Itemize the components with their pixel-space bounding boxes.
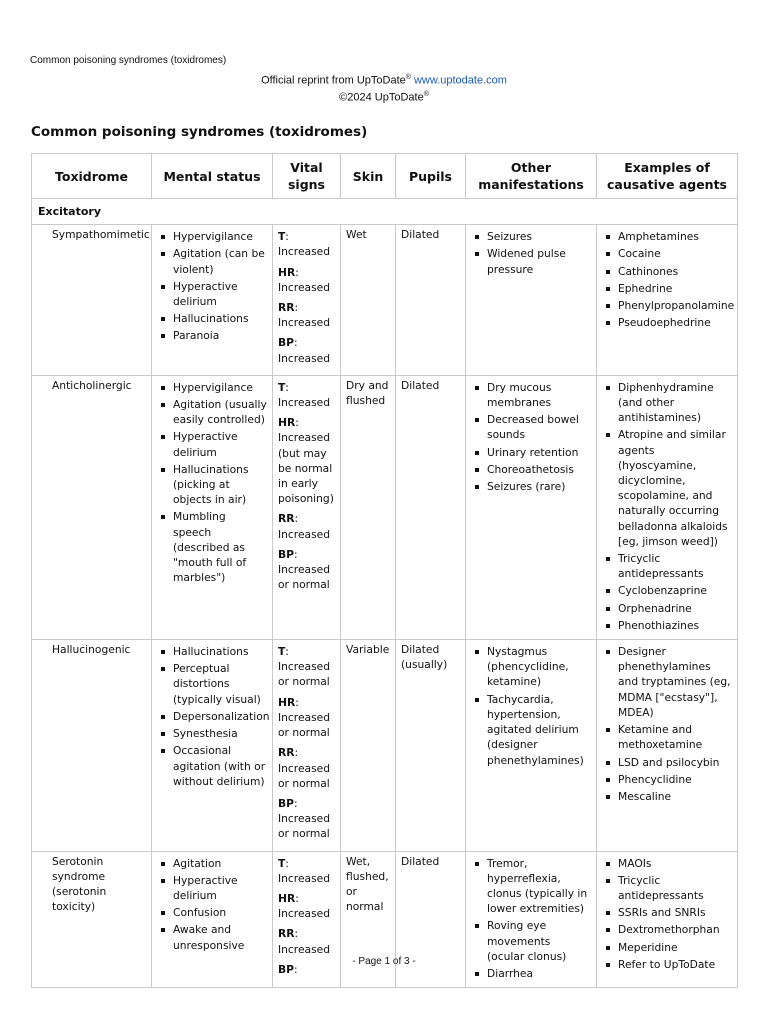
list-item: Dry mucous membranes [487, 380, 591, 410]
vital-sign-value: Increased [278, 245, 331, 259]
list-item: Phenylpropanolamine [618, 299, 735, 313]
other-manifestations-cell [466, 851, 597, 988]
mental-status-list [157, 380, 267, 586]
pupils-cell: Dilated [396, 375, 466, 639]
list-item: Tachycardia, hypertension, agitated delirium (designer phenethylamines) [487, 692, 591, 768]
list-item: Agitation (can be violent) [173, 246, 267, 276]
vital-signs-cell [273, 640, 341, 851]
causative-agents-cell [597, 851, 738, 988]
vital-sign-value: Increased (but may be normal in early poisoning) [278, 431, 334, 506]
other-manifestations-cell [466, 225, 597, 376]
list-item: Widened pulse pressure [487, 246, 591, 276]
vital-sign-value: Increased [278, 907, 331, 921]
table-row [32, 640, 738, 851]
list-item: Mescaline [618, 789, 732, 804]
vital-signs-cell [273, 225, 341, 376]
list-item: Hyperactive delirium [173, 279, 267, 309]
list-item: Cathinones [618, 264, 732, 279]
copyright-text: ©2024 UpToDate [339, 91, 424, 104]
vital-sign-value: Increased or normal [278, 761, 331, 790]
list-item: Synesthesia [173, 726, 267, 741]
causative-agents-list [602, 229, 735, 330]
toxidrome-name: Serotonin syndrome (serotonin toxicity) [32, 851, 152, 988]
column-header: Vital signs [273, 154, 341, 199]
column-header: Mental status [152, 154, 273, 199]
vital-sign: RR: Increased [278, 512, 331, 541]
list-item: Refer to UpToDate [618, 957, 732, 972]
vital-sign: RR: Increased [278, 927, 331, 956]
vital-sign-label: HR [278, 891, 296, 905]
list-item: Agitation [173, 856, 267, 871]
list-item: Seizures [487, 229, 591, 244]
vital-sign-value: Increased [278, 871, 331, 885]
skin-cell: Dry and flushed [341, 375, 396, 639]
mental-status-list [157, 644, 270, 789]
vital-sign-value: Increased [278, 280, 331, 294]
column-header: Skin [341, 154, 396, 199]
list-item: Hypervigilance [173, 380, 267, 395]
table-row [32, 851, 738, 988]
list-item: Urinary retention [487, 445, 591, 460]
list-item: Hallucinations [173, 644, 267, 659]
mental-status-list [157, 856, 267, 953]
list-item: Amphetamines [618, 229, 732, 244]
vital-sign: RR: Increased or normal [278, 746, 331, 790]
causative-agents-cell [597, 640, 738, 851]
list-item: Agitation (usually easily controlled) [173, 398, 267, 427]
vital-sign-label: T [278, 856, 286, 870]
list-item: Occasional agitation (with or without delirium) [173, 744, 266, 788]
vital-sign-value: Increased [278, 527, 331, 541]
registered-mark: ® [423, 90, 429, 98]
vital-signs-cell [273, 851, 341, 988]
vital-sign-label: T [278, 380, 286, 394]
list-item: Diphenhydramine (and other antihistamines) [618, 380, 732, 426]
list-item: Phencyclidine [618, 772, 732, 787]
vital-sign-label: HR [278, 416, 296, 430]
list-item: Atropine and similar agents (hyoscyamine, dicyclomine, scopolamine, and naturally occurring belladonna alkaloids [eg, jimson weed]) [618, 427, 732, 549]
other-manifestations-list [471, 644, 591, 768]
causative-agents-cell [597, 375, 738, 639]
causative-agents-list [602, 380, 732, 633]
vital-sign: T: Increased or normal [278, 645, 331, 689]
list-item: MAOIs [618, 856, 732, 871]
mental-status-list [157, 229, 267, 343]
vital-sign-label: BP [278, 796, 294, 810]
vital-sign: BP: [278, 962, 298, 976]
column-header: Other manifestations [466, 154, 597, 199]
list-item: Roving eye movements (ocular clonus) [487, 918, 591, 964]
list-item: Ketamine and methoxetamine [618, 722, 732, 752]
table-row [32, 225, 738, 376]
vital-sign: BP: Increased or normal [278, 796, 331, 841]
vital-sign-label: RR [278, 301, 295, 315]
uptodate-link[interactable]: www.uptodate.com [413, 74, 507, 87]
vital-sign-value: Increased or normal [278, 563, 331, 592]
column-header: Examples of causative agents [597, 154, 738, 199]
toxidrome-name: Sympathomimetic [32, 225, 152, 376]
list-item: Tricyclic antidepressants [618, 873, 732, 903]
vital-sign-label: BP [278, 962, 294, 976]
list-item: Phenothiazines [618, 618, 732, 633]
vital-sign: T: Increased [278, 856, 331, 885]
vital-sign-value: Increased or normal [278, 660, 331, 689]
vital-sign-value: Increased [278, 396, 331, 410]
list-item: Paranoia [173, 328, 267, 343]
running-header: Common poisoning syndromes (toxidromes) [30, 55, 227, 66]
vital-sign: HR: Increased [278, 891, 331, 921]
toxidrome-table [31, 153, 738, 988]
column-header: Pupils [396, 154, 466, 199]
vital-sign: BP: Increased or normal [278, 547, 331, 592]
list-item: Depersonalization [173, 709, 270, 723]
causative-agents-list [602, 644, 732, 804]
list-item: Diarrhea [487, 966, 591, 981]
list-item: Pseudoephedrine [618, 315, 732, 330]
vital-sign-label: HR [278, 265, 296, 279]
list-item: Seizures (rare) [487, 479, 591, 494]
vital-sign-value: Increased [278, 942, 331, 956]
vital-sign-label: T [278, 230, 286, 244]
page-footer: - Page 1 of 3 - [352, 956, 416, 967]
pupils-cell: Dilated [396, 225, 466, 376]
list-item: Awake and unresponsive [173, 922, 267, 952]
list-item: SSRIs and SNRIs [618, 905, 732, 920]
list-item: Orphenadrine [618, 601, 732, 616]
list-item: Meperidine [618, 940, 732, 955]
list-item: Mumbling speech (described as "mouth full of marbles") [173, 509, 267, 585]
registered-mark: ® [405, 74, 411, 81]
document-title: Common poisoning syndromes (toxidromes) [31, 124, 368, 140]
list-item: Cyclobenzaprine [618, 583, 732, 598]
causative-agents-list [602, 856, 732, 972]
vital-sign-label: HR [278, 695, 296, 709]
list-item: Ephedrine [618, 281, 732, 296]
vital-sign: RR: Increased [278, 301, 331, 330]
list-item: Choreoathetosis [487, 462, 591, 477]
vital-sign: HR: Increased (but may be normal in early poisoning) [278, 416, 334, 506]
list-item: Hyperactive delirium [173, 873, 267, 903]
list-item: Hallucinations (picking at objects in air) [173, 462, 267, 508]
vital-sign: BP: Increased [278, 336, 331, 365]
list-item: Hypervigilance [173, 229, 267, 244]
table-row [32, 375, 738, 639]
list-item: Hallucinations [173, 311, 267, 326]
other-manifestations-list [471, 229, 591, 277]
list-item: Confusion [173, 905, 267, 920]
other-manifestations-list [471, 380, 591, 494]
list-item: Hyperactive delirium [173, 429, 267, 459]
vital-sign: T: Increased [278, 380, 331, 410]
mental-status-cell [152, 375, 273, 639]
pupils-cell: Dilated (usually) [396, 640, 466, 851]
vital-sign-label: BP [278, 336, 294, 350]
mental-status-cell [152, 640, 273, 851]
toxidrome-name: Anticholinergic [32, 375, 152, 639]
vital-sign: T: Increased [278, 230, 331, 259]
vital-sign: HR: Increased or normal [278, 695, 331, 740]
vital-sign-label: BP [278, 547, 294, 561]
reprint-text: Official reprint from UpToDate [261, 74, 406, 87]
causative-agents-cell [597, 225, 738, 376]
vital-sign: HR: Increased [278, 265, 331, 294]
list-item: LSD and psilocybin [618, 755, 732, 770]
skin-cell: Wet, flushed, or normal [341, 851, 396, 988]
vital-sign-label: RR [278, 927, 295, 941]
other-manifestations-cell [466, 640, 597, 851]
header-row [32, 154, 738, 199]
list-item: Designer phenethylamines and tryptamines (eg, MDMA ["ecstasy"], MDEA) [618, 645, 731, 719]
vital-sign-value: Increased [278, 351, 331, 365]
mental-status-cell [152, 225, 273, 376]
vital-sign-label: RR [278, 746, 295, 760]
other-manifestations-cell [466, 375, 597, 639]
vital-sign-value: Increased or normal [278, 812, 331, 841]
vital-sign-label: RR [278, 512, 295, 526]
section-label: Excitatory [32, 199, 738, 225]
list-item: Perceptual distortions (typically visual) [173, 661, 267, 707]
list-item: Cocaine [618, 246, 732, 261]
skin-cell: Variable [341, 640, 396, 851]
vital-sign-value: Increased [278, 316, 331, 330]
vital-signs-cell [273, 375, 341, 639]
list-item: Tremor, hyperreflexia, clonus (typically in lower extremities) [487, 856, 591, 917]
list-item: Tricyclic antidepressants [618, 551, 732, 581]
skin-cell: Wet [341, 225, 396, 376]
column-header: Toxidrome [32, 154, 152, 199]
section-row [32, 199, 738, 225]
vital-sign-label: T [278, 645, 286, 659]
toxidrome-name: Hallucinogenic [32, 640, 152, 851]
pupils-cell: Dilated [396, 851, 466, 988]
mental-status-cell [152, 851, 273, 988]
vital-sign-value: Increased or normal [278, 710, 331, 740]
list-item: Dextromethorphan [618, 922, 732, 937]
list-item: Nystagmus (phencyclidine, ketamine) [487, 644, 591, 690]
list-item: Decreased bowel sounds [487, 412, 591, 442]
